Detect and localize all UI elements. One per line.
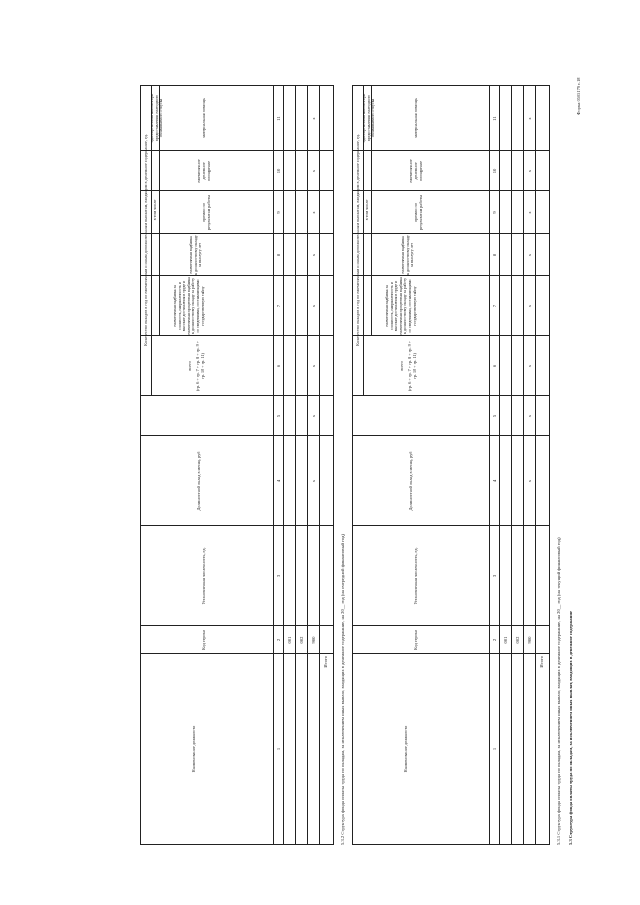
t1-row-code: 002 [515, 636, 520, 644]
t2-total-label: Итого [323, 656, 328, 668]
t2-x: х [311, 364, 316, 368]
t1-h-salary: Должностной оклад в месяц, руб [408, 451, 413, 511]
t1-x: х [527, 211, 532, 214]
t2-h-c10: материальная помощь [201, 98, 206, 138]
t1-colnum: 3 [492, 574, 497, 578]
t1-h-c6: ежемесячная надбавка за сложность, напряженность и высокие достижения в труде и ежемесячная процентная надбавка к должностному окладу за работу со сведениями, составляющими государственную тайну [385, 277, 417, 335]
t1-colnum: 10 [492, 168, 497, 174]
t1-colnum: 6 [492, 364, 497, 368]
t1-x: х [527, 117, 532, 120]
section-title: 5.3 Структура фонда оплаты труда по окладам, за исключением иных выплат, входящих в денежное содержание [568, 610, 573, 845]
t2-row-code: 900 [311, 636, 316, 644]
t2-colnum: 8 [276, 253, 281, 257]
t1-colnum: 8 [492, 253, 497, 257]
t2-h-salary: Должностной оклад в месяц, руб [196, 451, 201, 511]
t1-h-code: Код строки [413, 630, 418, 650]
t2-colnum: 5 [276, 414, 281, 418]
t2-x: х [311, 253, 316, 257]
t2-x: х [311, 117, 316, 120]
t2-h-in-that: в том числе [152, 199, 157, 221]
t1-h-group: Количество окладов в год по ежемесячным и иным дополнительным выплатам, входящим в денежное содержание, ед. [355, 134, 360, 346]
t1-h-c8: премии по результатам работы [413, 194, 423, 231]
t2-x: х [311, 211, 316, 214]
t2-h-group: Количество окладов в год по ежемесячным и иным дополнительным выплатам, входящим в денежное содержание, ед. [143, 134, 148, 346]
t2-colnum: 1 [276, 747, 281, 751]
t1-colnum: 5 [492, 414, 497, 418]
t2-h-code: Код строки [201, 630, 206, 650]
t2-colnum: 11 [276, 116, 281, 121]
t1-colnum: 4 [492, 479, 497, 483]
t1-h-total: всего [399, 361, 404, 371]
t1-colnum: 2 [492, 638, 497, 642]
t1-colnum: 9 [492, 211, 497, 214]
t1-h-c11: единовременная выплата при предоставлении ежегодного оплачиваемого отпуска [362, 93, 376, 143]
t1-total-label: Итого [539, 656, 544, 668]
t1-h-c10: материальная помощь [413, 98, 418, 138]
t2-h-position: Наименование должности [191, 725, 196, 773]
t2-colnum: 7 [276, 304, 281, 308]
t2-row-code: 001 [287, 636, 292, 644]
t2-h-c6: ежемесячная надбавка за сложность, напряженность и высокие достижения в труде и ежемесячная процентная надбавка к должностному окладу за работу со сведениями, составляющими государственную тайну [173, 277, 205, 335]
t1-x: х [527, 169, 532, 173]
t2-h-total: всего [187, 361, 192, 371]
t2-x: х [311, 169, 316, 173]
t2-x: х [311, 479, 316, 483]
t2-colnum: 3 [276, 574, 281, 578]
table-1-caption: 5.3.1 Структура фонда оплаты труда по окладам, за исключением иных выплат, входящих в денежное содержание, на 20__ год (на текущий финансовый год) [556, 537, 561, 845]
t1-x: х [527, 479, 532, 483]
t2-colnum: 6 [276, 364, 281, 368]
t1-row-code: 900 [527, 636, 532, 644]
table-2 [140, 85, 334, 845]
t1-h-staff: Установленная численность, ед. [413, 547, 418, 605]
t1-h-total-formula: (гр. 6 + гр. 7 + гр. 8 + гр. 9 + гр. 10 + гр. 11) [407, 340, 417, 392]
t2-colnum: 9 [276, 211, 281, 214]
t2-h-c9: ежемесячное денежное поощрение [196, 159, 211, 183]
t2-h-c11: единовременная выплата при предоставлении ежегодного оплачиваемого отпуска [150, 93, 164, 143]
t2-x: х [311, 304, 316, 308]
t2-row-code: 002 [299, 636, 304, 644]
t2-h-c7: ежемесячная надбавка к должностному окладу за выслугу лет [189, 235, 203, 275]
t2-x: х [311, 414, 316, 418]
t1-colnum: 7 [492, 304, 497, 308]
t2-h-staff: Установленная численность, ед. [201, 547, 206, 605]
table-1 [352, 85, 550, 845]
t1-h-c9: ежемесячное денежное поощрение [408, 159, 423, 183]
t1-x: х [527, 304, 532, 308]
t1-vl-6 [353, 335, 549, 336]
t1-h-position: Наименование должности [403, 725, 408, 773]
t1-colnum: 1 [492, 747, 497, 751]
t1-row-code: 001 [503, 636, 508, 644]
t2-colnum: 10 [276, 168, 281, 174]
t1-h-in-that: в том числе [364, 199, 369, 221]
t2-colnum: 4 [276, 479, 281, 483]
table-2-caption: 5.3.2 Структура фонда оплаты труда по окладам, за исключением иных выплат, входящих в денежное содержание, на 20__ год (на очередной финансовый год) [340, 534, 345, 845]
t2-h-c8: премии по результатам работы [201, 194, 211, 231]
t1-colnum: 11 [492, 116, 497, 121]
t1-x: х [527, 364, 532, 368]
form-number: Форма 0505179 с.18 [576, 77, 581, 115]
t1-x: х [527, 253, 532, 257]
t1-x: х [527, 414, 532, 418]
t1-h-c7: ежемесячная надбавка к должностному окладу за выслугу лет [401, 235, 415, 275]
t2-colnum: 2 [276, 638, 281, 642]
t2-h-total-formula: (гр. 6 + гр. 7 + гр. 8 + гр. 9 + гр. 10 + гр. 11) [195, 340, 205, 392]
